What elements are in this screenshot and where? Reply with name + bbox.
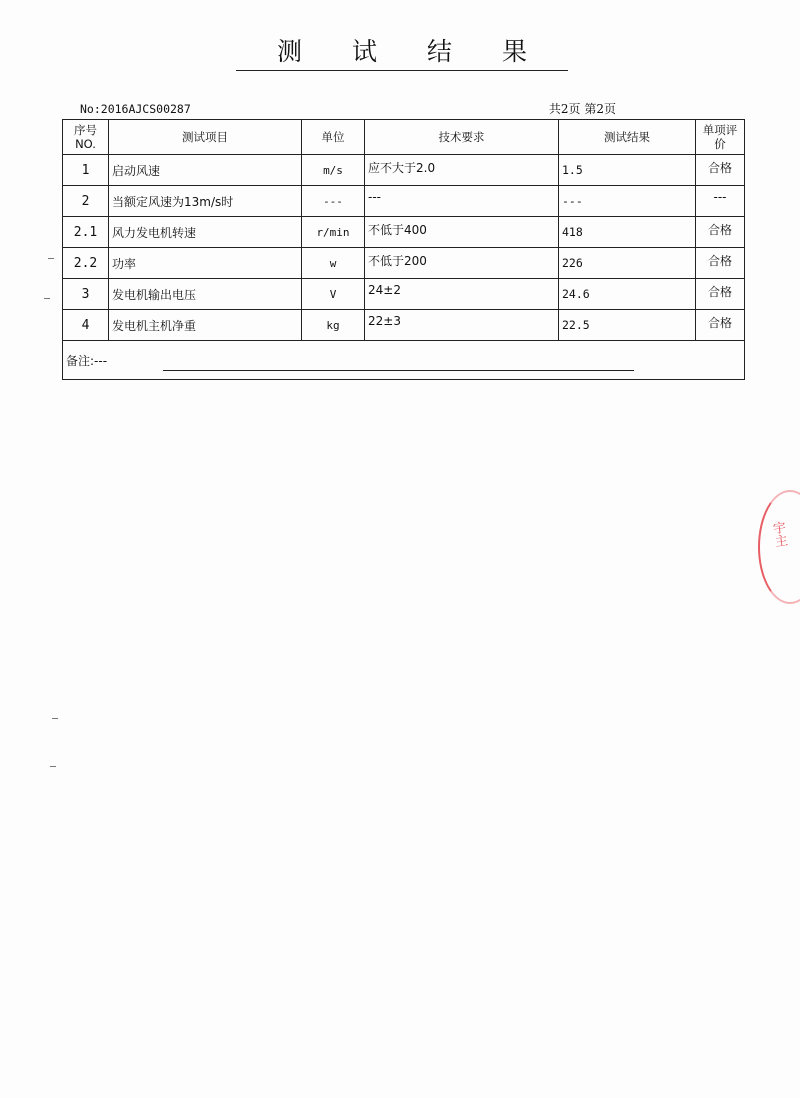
cell-requirement: 不低于400 xyxy=(365,217,559,248)
page-info: 共2页 第2页 xyxy=(548,102,616,116)
cell-unit: --- xyxy=(302,186,365,217)
cell-no: 2.1 xyxy=(63,217,109,248)
remark-cell: 备注:--- xyxy=(63,341,745,380)
cell-requirement: 22±3 xyxy=(365,310,559,341)
cell-evaluation: 合格 xyxy=(696,217,745,248)
cell-item: 当额定风速为13m/s时 xyxy=(109,186,302,217)
cell-requirement: 24±2 xyxy=(365,279,559,310)
cell-result: 22.5 xyxy=(559,310,696,341)
table-row xyxy=(63,186,745,217)
cell-evaluation: 合格 xyxy=(696,155,745,186)
cell-requirement: 不低于200 xyxy=(365,248,559,279)
cell-requirement: --- xyxy=(365,186,559,217)
scan-speck xyxy=(48,258,54,259)
cell-no: 4 xyxy=(63,310,109,341)
cell-evaluation: 合格 xyxy=(696,279,745,310)
cell-unit: V xyxy=(302,279,365,310)
header-unit: 单位 xyxy=(302,120,365,155)
header-no: 序号NO. xyxy=(63,120,109,155)
scan-speck xyxy=(52,718,58,719)
cell-result: 226 xyxy=(559,248,696,279)
cell-unit: r/min xyxy=(302,217,365,248)
table-row xyxy=(63,310,745,341)
document-title-text: 测试结果 xyxy=(276,37,577,66)
header-result: 测试结果 xyxy=(559,120,696,155)
cell-unit: kg xyxy=(302,310,365,341)
cell-no: 2.2 xyxy=(63,248,109,279)
cell-item: 功率 xyxy=(109,248,302,279)
document-title xyxy=(236,30,577,71)
seal-stamp-text: 宇主 xyxy=(772,520,789,551)
results-table xyxy=(62,119,745,380)
cell-evaluation: --- xyxy=(696,186,745,217)
cell-no: 1 xyxy=(63,155,109,186)
scan-speck xyxy=(44,298,50,299)
header-evaluation: 单项评价 xyxy=(696,120,745,155)
table-row xyxy=(63,217,745,248)
cell-item: 发电机主机净重 xyxy=(109,310,302,341)
cell-result: 418 xyxy=(559,217,696,248)
table-header-row xyxy=(63,120,745,155)
table-row xyxy=(63,279,745,310)
cell-no: 3 xyxy=(63,279,109,310)
table-row xyxy=(63,155,745,186)
cell-no: 2 xyxy=(63,186,109,217)
cell-unit: m/s xyxy=(302,155,365,186)
remark-row xyxy=(63,341,745,380)
report-number: No:2016AJCS00287 xyxy=(80,102,191,116)
meta-row xyxy=(62,100,744,118)
cell-result: --- xyxy=(559,186,696,217)
cell-item: 风力发电机转速 xyxy=(109,217,302,248)
cell-result: 1.5 xyxy=(559,155,696,186)
cell-requirement: 应不大于2.0 xyxy=(365,155,559,186)
header-item: 测试项目 xyxy=(109,120,302,155)
cell-item: 启动风速 xyxy=(109,155,302,186)
table-row xyxy=(63,248,745,279)
header-requirement: 技术要求 xyxy=(365,120,559,155)
cell-result: 24.6 xyxy=(559,279,696,310)
end-of-table-line xyxy=(163,370,634,371)
scan-speck xyxy=(50,766,56,767)
cell-evaluation: 合格 xyxy=(696,248,745,279)
cell-unit: w xyxy=(302,248,365,279)
cell-evaluation: 合格 xyxy=(696,310,745,341)
cell-item: 发电机输出电压 xyxy=(109,279,302,310)
